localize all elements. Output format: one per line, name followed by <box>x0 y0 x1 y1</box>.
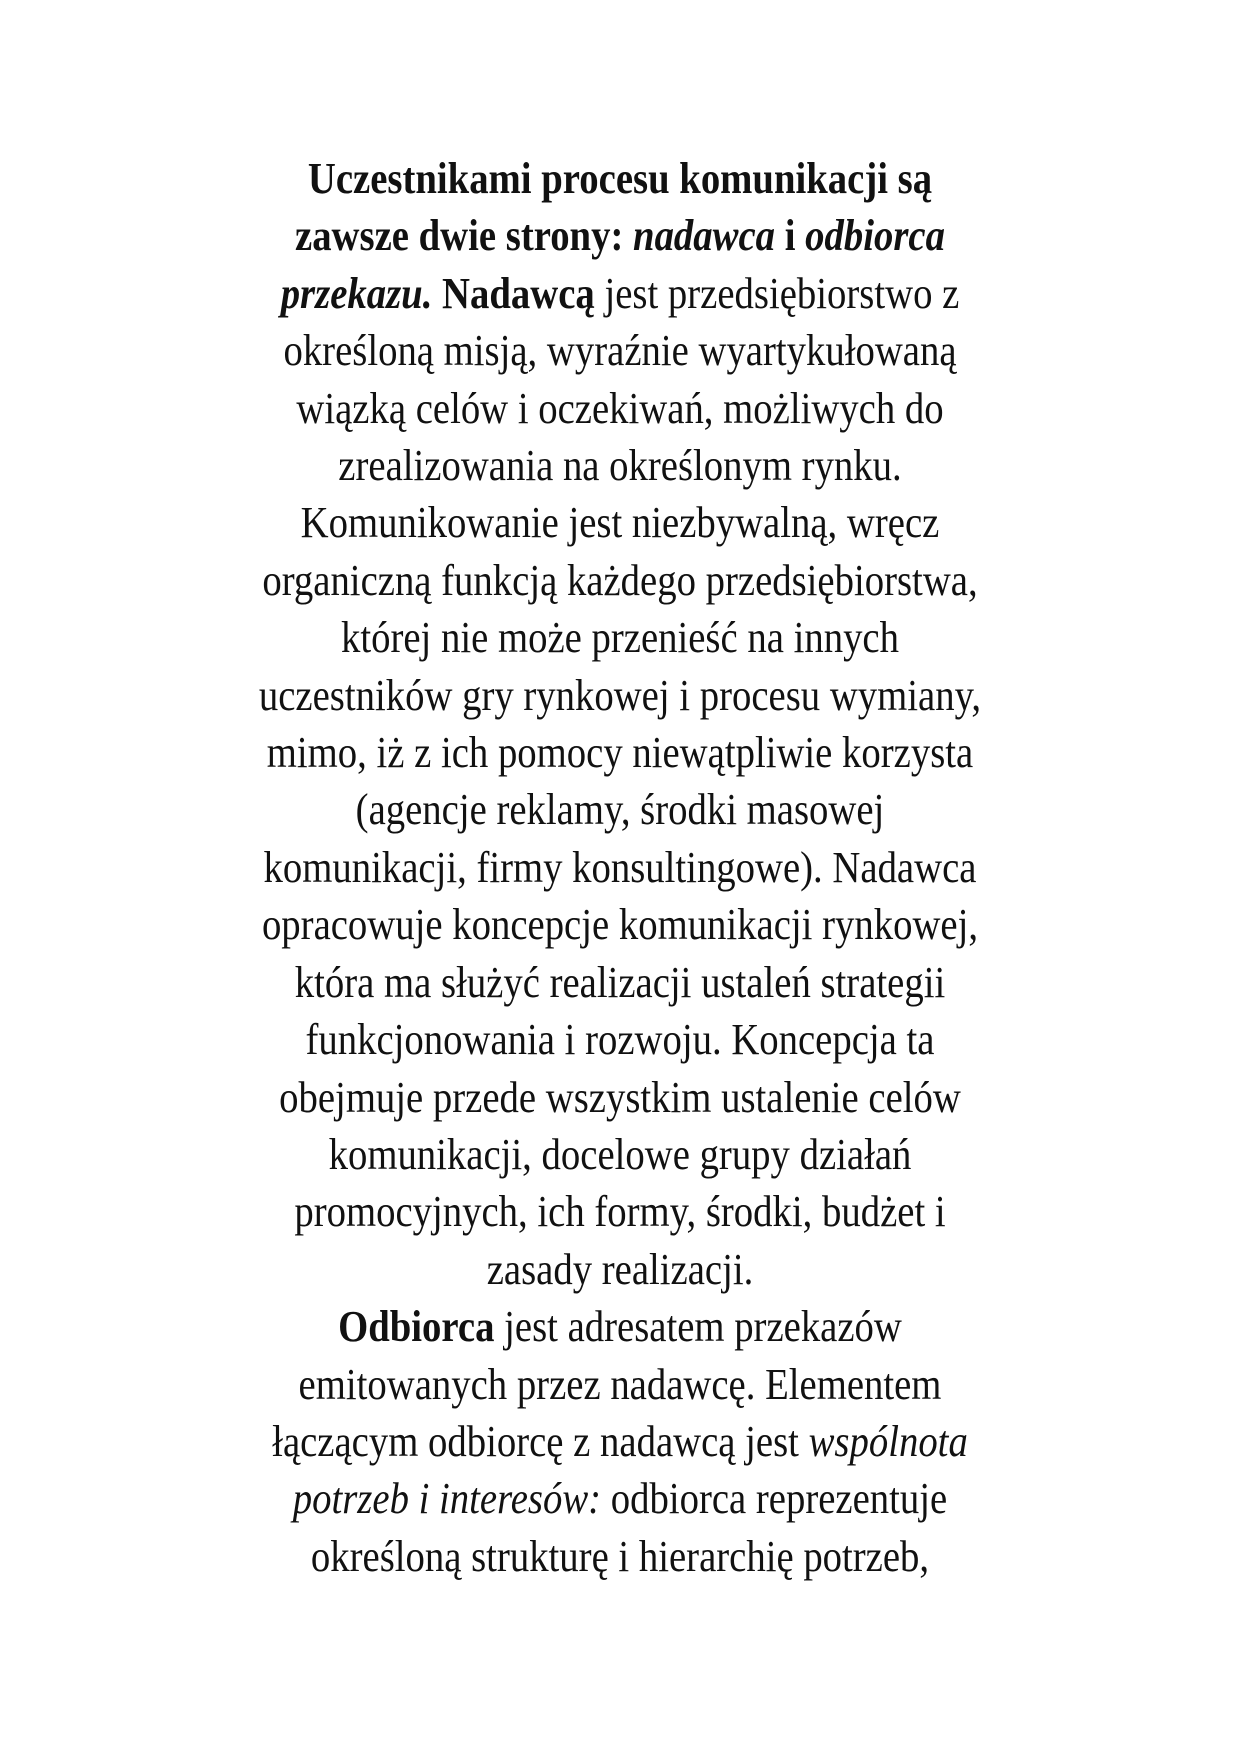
text-line <box>189 322 1051 379</box>
bold-text-run: przekazu. <box>280 268 433 318</box>
bold-text-run: Odbiorca <box>338 1302 495 1352</box>
bold-text-run: i <box>775 211 806 261</box>
text-run: określoną strukturę i hierarchię potrzeb, <box>310 1531 930 1581</box>
text-line <box>189 437 1051 494</box>
text-line <box>189 839 1051 896</box>
text-run: (agencje reklamy, środki masowej <box>355 785 885 835</box>
text-run: odbiorca reprezentuje <box>601 1474 948 1524</box>
text-run: obejmuje przede wszystkim ustalenie celów <box>279 1072 961 1122</box>
text-line <box>189 1356 1051 1413</box>
text-run: jest przedsiębiorstwo z <box>594 268 960 318</box>
text-run: funkcjonowania i rozwoju. Koncepcja ta <box>305 1015 935 1065</box>
italic-text-run: potrzeb i interesów: <box>292 1474 602 1524</box>
text-run: zrealizowania na określonym rynku. <box>338 441 902 491</box>
text-line <box>189 1183 1051 1240</box>
text-run: której nie może przenieść na innych <box>340 613 899 663</box>
text-run: mimo, iż z ich pomocy niewątpliwie korzysta <box>266 728 974 778</box>
text-line <box>189 896 1051 953</box>
text-line <box>189 1011 1051 1068</box>
text-line <box>189 494 1051 551</box>
text-line <box>189 1241 1051 1298</box>
italic-text-run: wspólnota <box>808 1416 968 1466</box>
text-run: łączącym odbiorcę z nadawcą jest <box>272 1416 809 1466</box>
text-line <box>189 1470 1051 1527</box>
bold-text-run: zawsze dwie strony: <box>295 211 634 261</box>
text-line <box>189 781 1051 838</box>
text-line <box>189 954 1051 1011</box>
text-run: organiczną funkcją każdego przedsiębiorstwa, <box>262 555 978 605</box>
text-run: jest adresatem przekazów <box>494 1302 902 1352</box>
text-line <box>189 1126 1051 1183</box>
bold-text-run: Nadawcą <box>432 268 595 318</box>
text-line <box>189 150 1051 207</box>
text-line <box>189 1069 1051 1126</box>
text-run: określoną misją, wyraźnie wyartykułowaną <box>283 326 957 376</box>
text-line <box>189 724 1051 781</box>
text-run: komunikacji, docelowe grupy działań <box>328 1129 912 1179</box>
text-line <box>189 265 1051 322</box>
text-run: która ma służyć realizacji ustaleń strategii <box>294 957 946 1007</box>
text-run: opracowuje koncepcje komunikacji rynkowej, <box>261 900 979 950</box>
text-line <box>189 380 1051 437</box>
text-run: zasady realizacji. <box>486 1244 754 1294</box>
text-run: uczestników gry rynkowej i procesu wymiany, <box>258 670 982 720</box>
text-line <box>189 667 1051 724</box>
text-line <box>189 1528 1051 1585</box>
text-run: komunikacji, firmy konsultingowe). Nadawca <box>263 842 977 892</box>
text-run: promocyjnych, ich formy, środki, budżet i <box>294 1187 946 1237</box>
text-line <box>189 1298 1051 1355</box>
text-line <box>189 207 1051 264</box>
text-line <box>189 609 1051 666</box>
body-text <box>130 150 1110 1585</box>
text-line <box>189 1413 1051 1470</box>
text-line <box>189 552 1051 609</box>
bold-text-run: Uczestnikami procesu komunikacji są <box>307 154 933 203</box>
text-run: emitowanych przez nadawcę. Elementem <box>298 1359 942 1409</box>
bold-text-run: odbiorca <box>805 211 945 261</box>
text-run: Komunikowanie jest niezbywalną, wręcz <box>300 498 940 548</box>
text-run: wiązką celów i oczekiwań, możliwych do <box>296 383 944 433</box>
bold-text-run: nadawca <box>633 211 776 261</box>
